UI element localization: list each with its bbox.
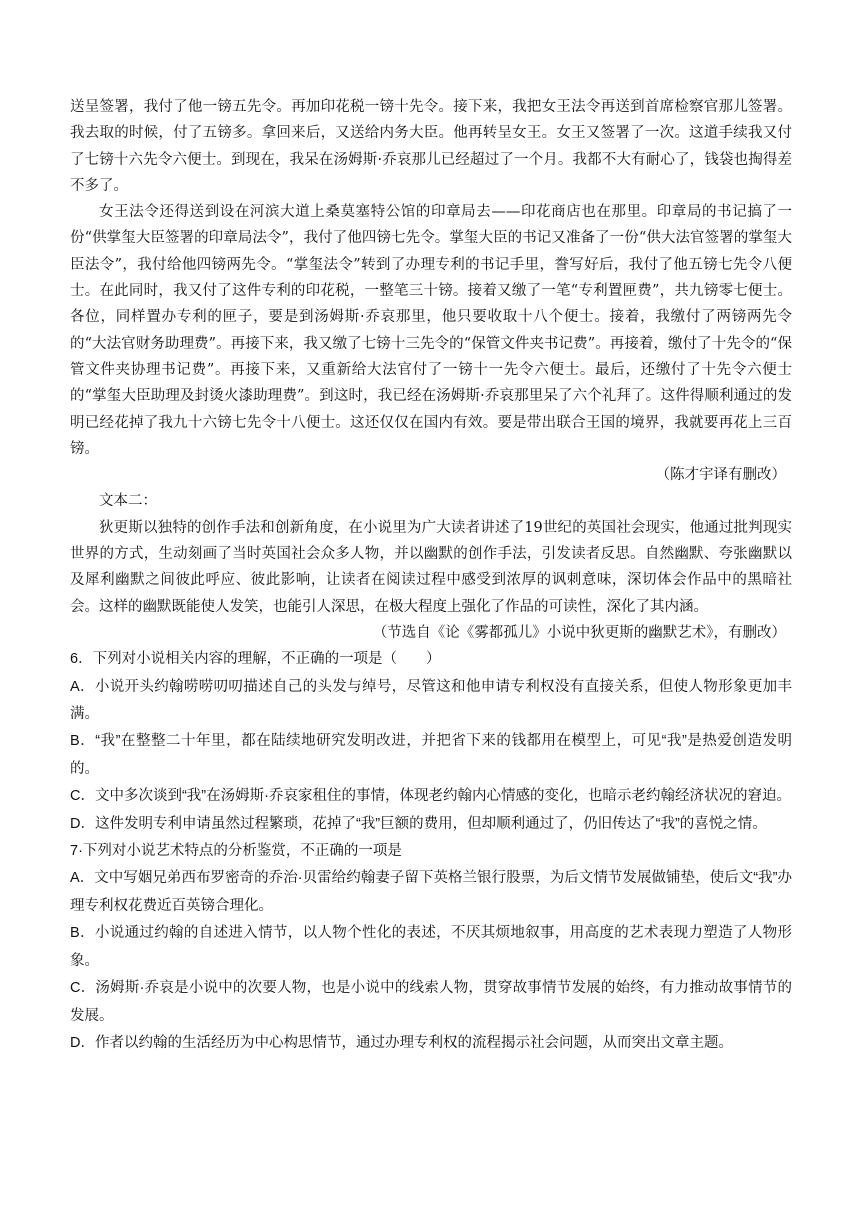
option-c: C．汤姆斯·乔哀是小说中的次要人物，也是小说中的线索人物，贯穿故事情节发展的始终，有力推动故事情节的发展。 <box>70 980 792 1024</box>
text1-paragraph-2: 女王法令还得送到设在河滨大道上桑莫塞特公馆的印章局去——印花商店也在那里。印章局的书记搞了一份“供掌玺大臣签署的印章局法令”，我付了他四镑七先令。掌玺大臣的书记又准备了一份“供大法官签署的掌玺大臣法令”，我付给他四镑两先令。“掌玺法令”转到了办理专利的书记手里，誊写好后，我付了他五镑七先令八便士。在此同时，我又付了这件专利的印花税，一整笔三十镑。接着又缴了一笔“专利置匣费”，共九镑零七便士。各位，同样置办专利的匣子，要是到汤姆斯·乔哀那里，他只要收取十八个便士。接着，我缴付了两镑两先令的“大法官财务助理费”。再接下来，我又缴了七镑十三先令的“保管文件夹书记费”。再接着，缴付了十先令的“保管文件夹协理书记费”。再接下来，又重新给大法官付了一镑十一先令六便士。最后，还缴付了十先令六便士的“掌玺大臣助理及封烫火漆助理费”。到这时，我已经在汤姆斯·乔哀那里呆了六个礼拜了。这件得顺利通过的发明已经花掉了我九十六镑七先令十八便士。这还仅仅在国内有效。要是带出联合王国的境界，我就要再花上三百镑。 <box>70 204 792 457</box>
question-6 <box>70 646 792 838</box>
option-b: B．小说通过约翰的自述进入情节，以人物个性化的表述，不厌其烦地叙事，用高度的艺术表现力塑造了人物形象。 <box>70 925 792 969</box>
option-d: D．这件发明专利申请虽然过程繁琐，花掉了“我”巨额的费用，但却顺利通过了，仍旧传达了“我”的喜悦之情。 <box>70 815 767 832</box>
question-stem: 7·下列对小说艺术特点的分析鉴赏，不正确的一项是 <box>70 843 402 860</box>
option-d: D．作者以约翰的生活经历为中心构思情节，通过办理专利权的流程揭示社会问题，从而突出文章主题。 <box>70 1034 733 1051</box>
exam-page <box>70 94 792 1057</box>
option-c: C．文中多次谈到“我”在汤姆斯·乔哀家租住的事情，体现老约翰内心情感的变化，也暗示老约翰经济状况的窘迫。 <box>70 788 791 805</box>
question-stem: 6．下列对小说相关内容的理解，不正确的一项是（ ） <box>70 651 441 668</box>
text1-source: （陈才宇译有删改） <box>655 467 786 484</box>
option-a: A．文中写姻兄弟西布罗密奇的乔治·贝雷给约翰妻子留下英格兰银行股票，为后文情节发展做铺垫，使后文“我”办理专利权花费近百英镑合理化。 <box>70 870 792 914</box>
text2-label: 文本二： <box>99 493 157 510</box>
text2-source: （节选自《论《雾都孤儿》小说中狄更斯的幽默艺术》，有删改） <box>372 624 786 641</box>
option-b: B．“我”在整整二十年里，都在陆续地研究发明改进，并把省下来的钱都用在模型上，可见“我”是热爱创造发明的。 <box>70 733 792 777</box>
text2-paragraph: 狄更斯以独特的创作手法和创新角度，在小说里为广大读者讲述了19世纪的英国社会现实，他通过批判现实世界的方式，生动刻画了当时英国社会众多人物，并以幽默的创作手法，引发读者反思。自然幽默、夸张幽默以及犀利幽默之间彼此呼应、彼此影响，让读者在阅读过程中感受到浓厚的讽刺意味，深切体会作品中的黑暗社会。这样的幽默既能使人发笑，也能引人深思，在极大程度上强化了作品的可读性，深化了其内涵。 <box>70 519 792 615</box>
text1-paragraph-1: 送呈签署，我付了他一镑五先令。再加印花税一镑十先令。接下来，我把女王法令再送到首席检察官那儿签署。我去取的时候，付了五镑多。拿回来后，又送给内务大臣。他再转呈女王。女王又签署了一次。这道手续我又付了七镑十六先令六便士。到现在，我呆在汤姆斯·乔哀那儿已经超过了一个月。我都不大有耐心了，钱袋也掏得差不多了。 <box>70 99 792 194</box>
option-a: A．小说开头约翰唠唠叨叨描述自己的头发与绰号，尽管这和他申请专利权没有直接关系，但使人物形象更加丰满。 <box>70 678 792 723</box>
question-7 <box>70 838 792 1057</box>
